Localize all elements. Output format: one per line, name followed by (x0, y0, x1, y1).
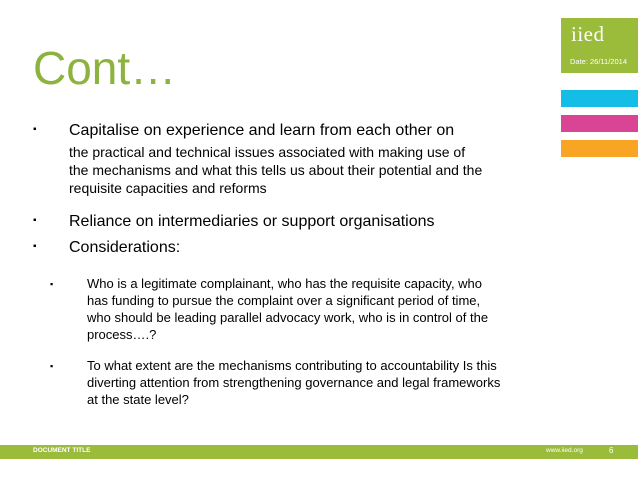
sub-bullet-1-line-1: Who is a legitimate complainant, who has the requisite capacity, who (87, 276, 483, 291)
bullet-1-line-3: requisite capacities and reforms (69, 180, 267, 196)
bullet-marker: ▪ (33, 124, 37, 135)
bullet-2-lead: Reliance on intermediaries or support organisations (69, 213, 435, 230)
magenta-stripe (561, 115, 638, 132)
bullet-1-lead: Capitalise on experience and learn from each other on (69, 122, 455, 139)
sub-bullet-2-line-2: diverting attention from strengthening governance and legal frameworks (87, 375, 501, 390)
bullet-3-lead: Considerations: (69, 239, 181, 256)
bullet-marker: ▪ (33, 215, 37, 226)
sub-bullet-2-line-1: To what extent are the mechanisms contributing to accountability Is this (87, 358, 497, 373)
sub-bullet-1-line-2: has funding to pursue the complaint over a significant period of time, (87, 293, 481, 308)
sub-bullet-marker: ▪ (50, 361, 54, 371)
cyan-stripe (561, 90, 638, 107)
brand-box (561, 18, 638, 73)
footer-url: www.iied.org (546, 447, 583, 454)
iied-logo: iied (571, 22, 605, 46)
slide-date: Date: 26/11/2014 (570, 57, 627, 66)
slide-title: Cont… (33, 42, 177, 94)
footer-document-title: DOCUMENT TITLE (33, 447, 91, 454)
bullet-marker: ▪ (33, 241, 37, 252)
sub-bullet-1-line-4: process….? (87, 327, 157, 342)
sub-bullet-2-line-3: at the state level? (87, 392, 189, 407)
sub-bullet-marker: ▪ (50, 279, 54, 289)
page-number: 6 (609, 446, 614, 455)
footer-bar (0, 445, 638, 459)
sub-bullet-1-line-3: who should be leading parallel advocacy work, who is in control of the (87, 310, 489, 325)
orange-stripe (561, 140, 638, 157)
bullet-1-line-2: the mechanisms and what this tells us about their potential and the (69, 162, 483, 178)
bullet-1-line-1: the practical and technical issues associated with making use of (69, 144, 466, 160)
